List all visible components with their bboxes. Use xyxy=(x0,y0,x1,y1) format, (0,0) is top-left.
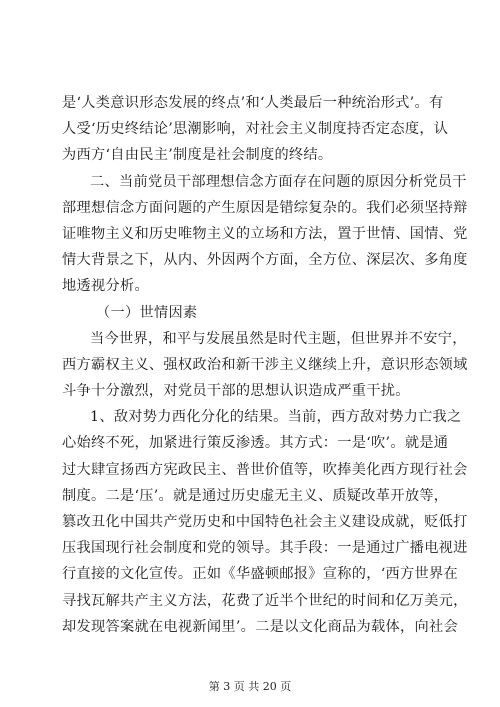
subsection-heading: （一）世情因素 xyxy=(96,304,198,321)
text-line: 篡改丑化中国共产党历史和中国特色社会主义建设成就，贬低打 xyxy=(62,514,468,530)
text-line: 部理想信念方面问题的产生原因是错综复杂的。我们必须坚持辩 xyxy=(62,199,468,216)
text-line: 过大肆宣扬西方宪政民主、普世价值等，吹捧美化西方现行社会 xyxy=(62,461,468,478)
text-line: 西方霸权主义、强权政治和新干涉主义继续上升，意识形态领域 xyxy=(62,356,468,373)
page-footer: 第 3 页 共 20 页 xyxy=(208,680,292,693)
text-line: 1、敌对势力西化分化的结果。当前，西方敌对势力亡我之 xyxy=(90,409,462,426)
text-line: 却发现答案就在电视新闻里’。二是以文化商品为载体，向社会 xyxy=(62,618,458,635)
text-line: 是‘人类意识形态发展的终点’和‘人类最后一种统治形式’。有 xyxy=(62,95,444,111)
body-text xyxy=(62,90,468,640)
text-line: 为西方‘自由民主’制度是社会制度的终结。 xyxy=(62,147,333,164)
text-line: 制度。二是‘压’。就是通过历史虚无主义、质疑改革开放等， xyxy=(62,487,449,504)
text-line: 证唯物主义和历史唯物主义的立场和方法，置于世情、国情、党 xyxy=(62,225,468,242)
text-line: 情大背景之下，从内、外因两个方面，全方位、深层次、多角度 xyxy=(62,252,468,269)
section-heading-line: 二、当前党员干部理想信念方面存在问题的原因分析党员干 xyxy=(90,173,467,190)
text-line: 斗争十分激烈，对党员干部的思想认识造成严重干扰。 xyxy=(62,383,410,400)
text-line: 压我国现行社会制度和党的领导。其手段：一是通过广播电视进 xyxy=(62,540,468,557)
text-line: 心始终不死，加紧进行策反渗透。其方式：一是‘吹’。就是通 xyxy=(62,435,449,452)
text-line: 寻找瓦解共产主义方法，花费了近半个世纪的时间和亿万美元， xyxy=(62,592,468,609)
text-line: 当今世界，和平与发展虽然是时代主题，但世界并不安宁， xyxy=(90,330,467,347)
text-line: 人受‘历史终结论’思潮影响，对社会主义制度持否定态度，认 xyxy=(62,121,449,138)
text-line: 地透视分析。 xyxy=(62,278,149,295)
text-line: 行直接的文化宣传。正如《华盛顿邮报》宣称的，‘西方世界在 xyxy=(62,566,458,583)
